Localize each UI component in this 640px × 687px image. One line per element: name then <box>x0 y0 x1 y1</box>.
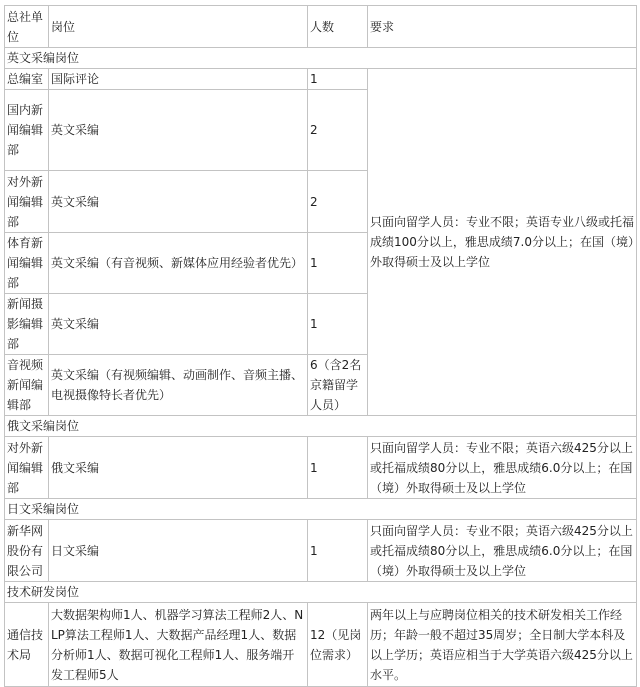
cell-unit: 国内新闻编辑部 <box>5 90 49 171</box>
cell-count: 1 <box>308 69 368 90</box>
header-requirement: 要求 <box>368 6 637 48</box>
table-row <box>5 520 637 582</box>
section-tech: 技术研发岗位 <box>5 582 637 603</box>
header-count: 人数 <box>308 6 368 48</box>
section-russian: 俄文采编岗位 <box>5 416 637 437</box>
cell-unit: 对外新闻编辑部 <box>5 171 49 233</box>
cell-position: 英文采编（有音视频、新媒体应用经验者优先） <box>49 233 308 294</box>
cell-unit: 新闻摄影编辑部 <box>5 294 49 355</box>
cell-position: 国际评论 <box>49 69 308 90</box>
cell-count: 2 <box>308 171 368 233</box>
cell-unit: 总编室 <box>5 69 49 90</box>
cell-count: 1 <box>308 437 368 499</box>
section-english: 英文采编岗位 <box>5 48 637 69</box>
cell-requirement-japanese: 只面向留学人员：专业不限；英语六级425分以上或托福成绩80分以上，雅思成绩6.0分以上；在国（境）外取得硕士及以上学位 <box>368 520 637 582</box>
recruitment-table <box>4 5 637 687</box>
cell-requirement-tech: 两年以上与应聘岗位相关的技术研发相关工作经历；年龄一般不超过35周岁；全日制大学本科及以上学历；英语应相当于大学英语六级425分以上水平。 <box>368 603 637 687</box>
header-unit: 总社单位 <box>5 6 49 48</box>
cell-count: 1 <box>308 294 368 355</box>
cell-count: 12（见岗位需求） <box>308 603 368 687</box>
cell-position: 英文采编（有视频编辑、动画制作、音频主播、电视摄像特长者优先） <box>49 355 308 416</box>
header-position: 岗位 <box>49 6 308 48</box>
cell-requirement-english: 只面向留学人员：专业不限；英语专业八级或托福成绩100分以上，雅思成绩7.0分以上；在国（境）外取得硕士及以上学位 <box>368 69 637 416</box>
cell-unit: 体育新闻编辑部 <box>5 233 49 294</box>
cell-unit: 新华网股份有限公司 <box>5 520 49 582</box>
section-japanese: 日文采编岗位 <box>5 499 637 520</box>
cell-position: 英文采编 <box>49 171 308 233</box>
cell-position: 日文采编 <box>49 520 308 582</box>
cell-position: 大数据架构师1人、机器学习算法工程师2人、NLP算法工程师1人、大数据产品经理1人、数据分析师1人、数据可视化工程师1人、服务端开发工程师5人 <box>49 603 308 687</box>
cell-count: 1 <box>308 520 368 582</box>
cell-position: 英文采编 <box>49 90 308 171</box>
cell-requirement-russian: 只面向留学人员：专业不限；英语六级425分以上或托福成绩80分以上，雅思成绩6.0分以上；在国（境）外取得硕士及以上学位 <box>368 437 637 499</box>
cell-count: 1 <box>308 233 368 294</box>
cell-position: 俄文采编 <box>49 437 308 499</box>
table-row <box>5 437 637 499</box>
cell-unit: 对外新闻编辑部 <box>5 437 49 499</box>
table-row <box>5 69 637 90</box>
cell-position: 英文采编 <box>49 294 308 355</box>
header-row <box>5 6 637 48</box>
section-row-russian <box>5 416 637 437</box>
cell-count: 6（含2名京籍留学人员） <box>308 355 368 416</box>
cell-unit: 音视频新闻编辑部 <box>5 355 49 416</box>
cell-count: 2 <box>308 90 368 171</box>
section-row-english <box>5 48 637 69</box>
section-row-tech <box>5 582 637 603</box>
table-row <box>5 603 637 687</box>
cell-unit: 通信技术局 <box>5 603 49 687</box>
section-row-japanese <box>5 499 637 520</box>
